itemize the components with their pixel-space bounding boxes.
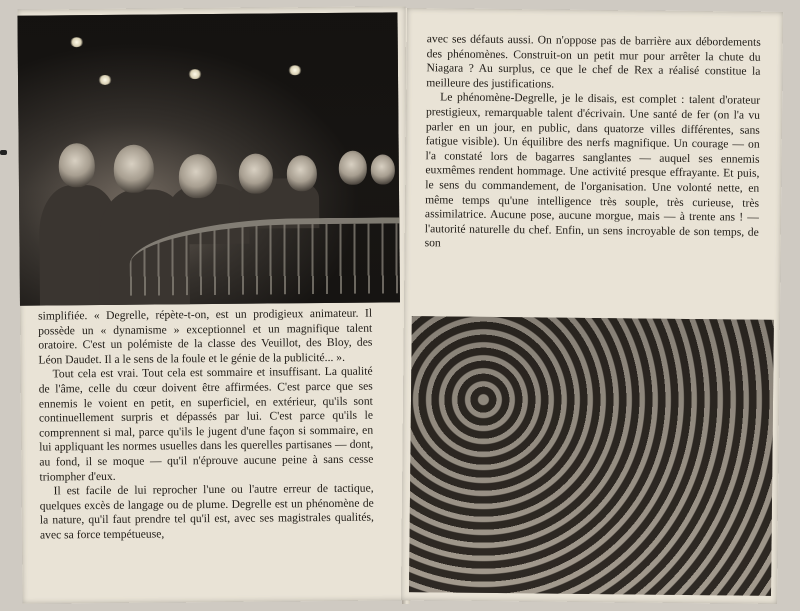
audience-photo-top	[17, 12, 400, 305]
binding-hole	[0, 150, 7, 155]
audience-head	[179, 154, 217, 198]
audience-head	[239, 153, 273, 193]
left-page	[17, 6, 410, 603]
audience-head	[339, 151, 367, 185]
audience-head	[287, 155, 317, 191]
audience-head	[114, 145, 154, 193]
audience-head	[59, 143, 95, 187]
audience-head	[371, 154, 395, 184]
ceiling-lamp	[98, 75, 112, 85]
paragraph: simplifiée. « Degrelle, répète-t-on, est un prodigieux animateur. Il possède un « dynamisme » exceptionnel et un magnifique talent oratoire. C'est un polémiste de la classe des Veuillot, des Bloy, des Léon Daudet. Il a le sens de la foule et le génie de la publicité... ».	[38, 306, 373, 367]
paragraph: Le phénomène-Degrelle, je le disais, est complet : talent d'orateur prestigieux, remarquable talent d'écrivain. Une santé de fer (on l'a vu parler en un jour, en public, dans quatorze villes différentes, sans fatigue visible). Un équilibre des nerfs magnifique. Un courage — on l'a constaté lors de bagarres sanglantes — auquel ses ennemis euxmêmes rendent hommage. Une activité presque effrayante. Et puis, le sens du commandement, de l'organisation. Une volonté nette, en même temps qu'une intelligence très souple, très curieuse, très assimilatrice. Aucune pose, aucune morgue, mais — à trente ans ! — l'autorité naturelle du chef. Enfin, un sens incroyable de son temps, de son	[424, 90, 761, 250]
paragraph: Tout cela est vrai. Tout cela est sommaire et insuffisant. La qualité de l'âme, celle du cœur doivent être affirmées. C'est parce que ses ennemis le voient en petit, en superficiel, en extérieur, qu'ils sont continuellement surpris et dépassés par lui. C'est parce qu'ils le comprennent si mal, parce qu'ils le jugent d'une façon si sommaire, en lui appliquant les normes usuelles dans les querelles partisanes — dont, au fond, il se moque — qu'il n'éprouve aucune peine à sans cesse triompher d'eux.	[38, 364, 374, 484]
crowd-photo-bottom	[409, 316, 774, 596]
ceiling-lamp	[188, 69, 202, 79]
right-page	[401, 8, 783, 604]
ceiling-lamp	[288, 65, 302, 75]
left-page-text	[38, 307, 374, 543]
right-page-text	[425, 32, 761, 254]
paragraph: Il est facile de lui reprocher l'une ou l'autre erreur de tactique, quelques excès de langage ou de plume. Degrelle est un phénomène de la nature, qu'il faut prendre tel qu'il est, avec ses magistrales qualités, avec sa force tempétueuse,	[39, 481, 374, 542]
ceiling-lamp	[70, 37, 84, 47]
paragraph: avec ses défauts aussi. On n'oppose pas de barrière aux débordements des phénomènes. Construit-on un petit mur pour arrêter la chute du Niagara ? Au surplus, ce que le chef de Rex a réalisé constitue la meilleure des justifications.	[426, 32, 761, 91]
